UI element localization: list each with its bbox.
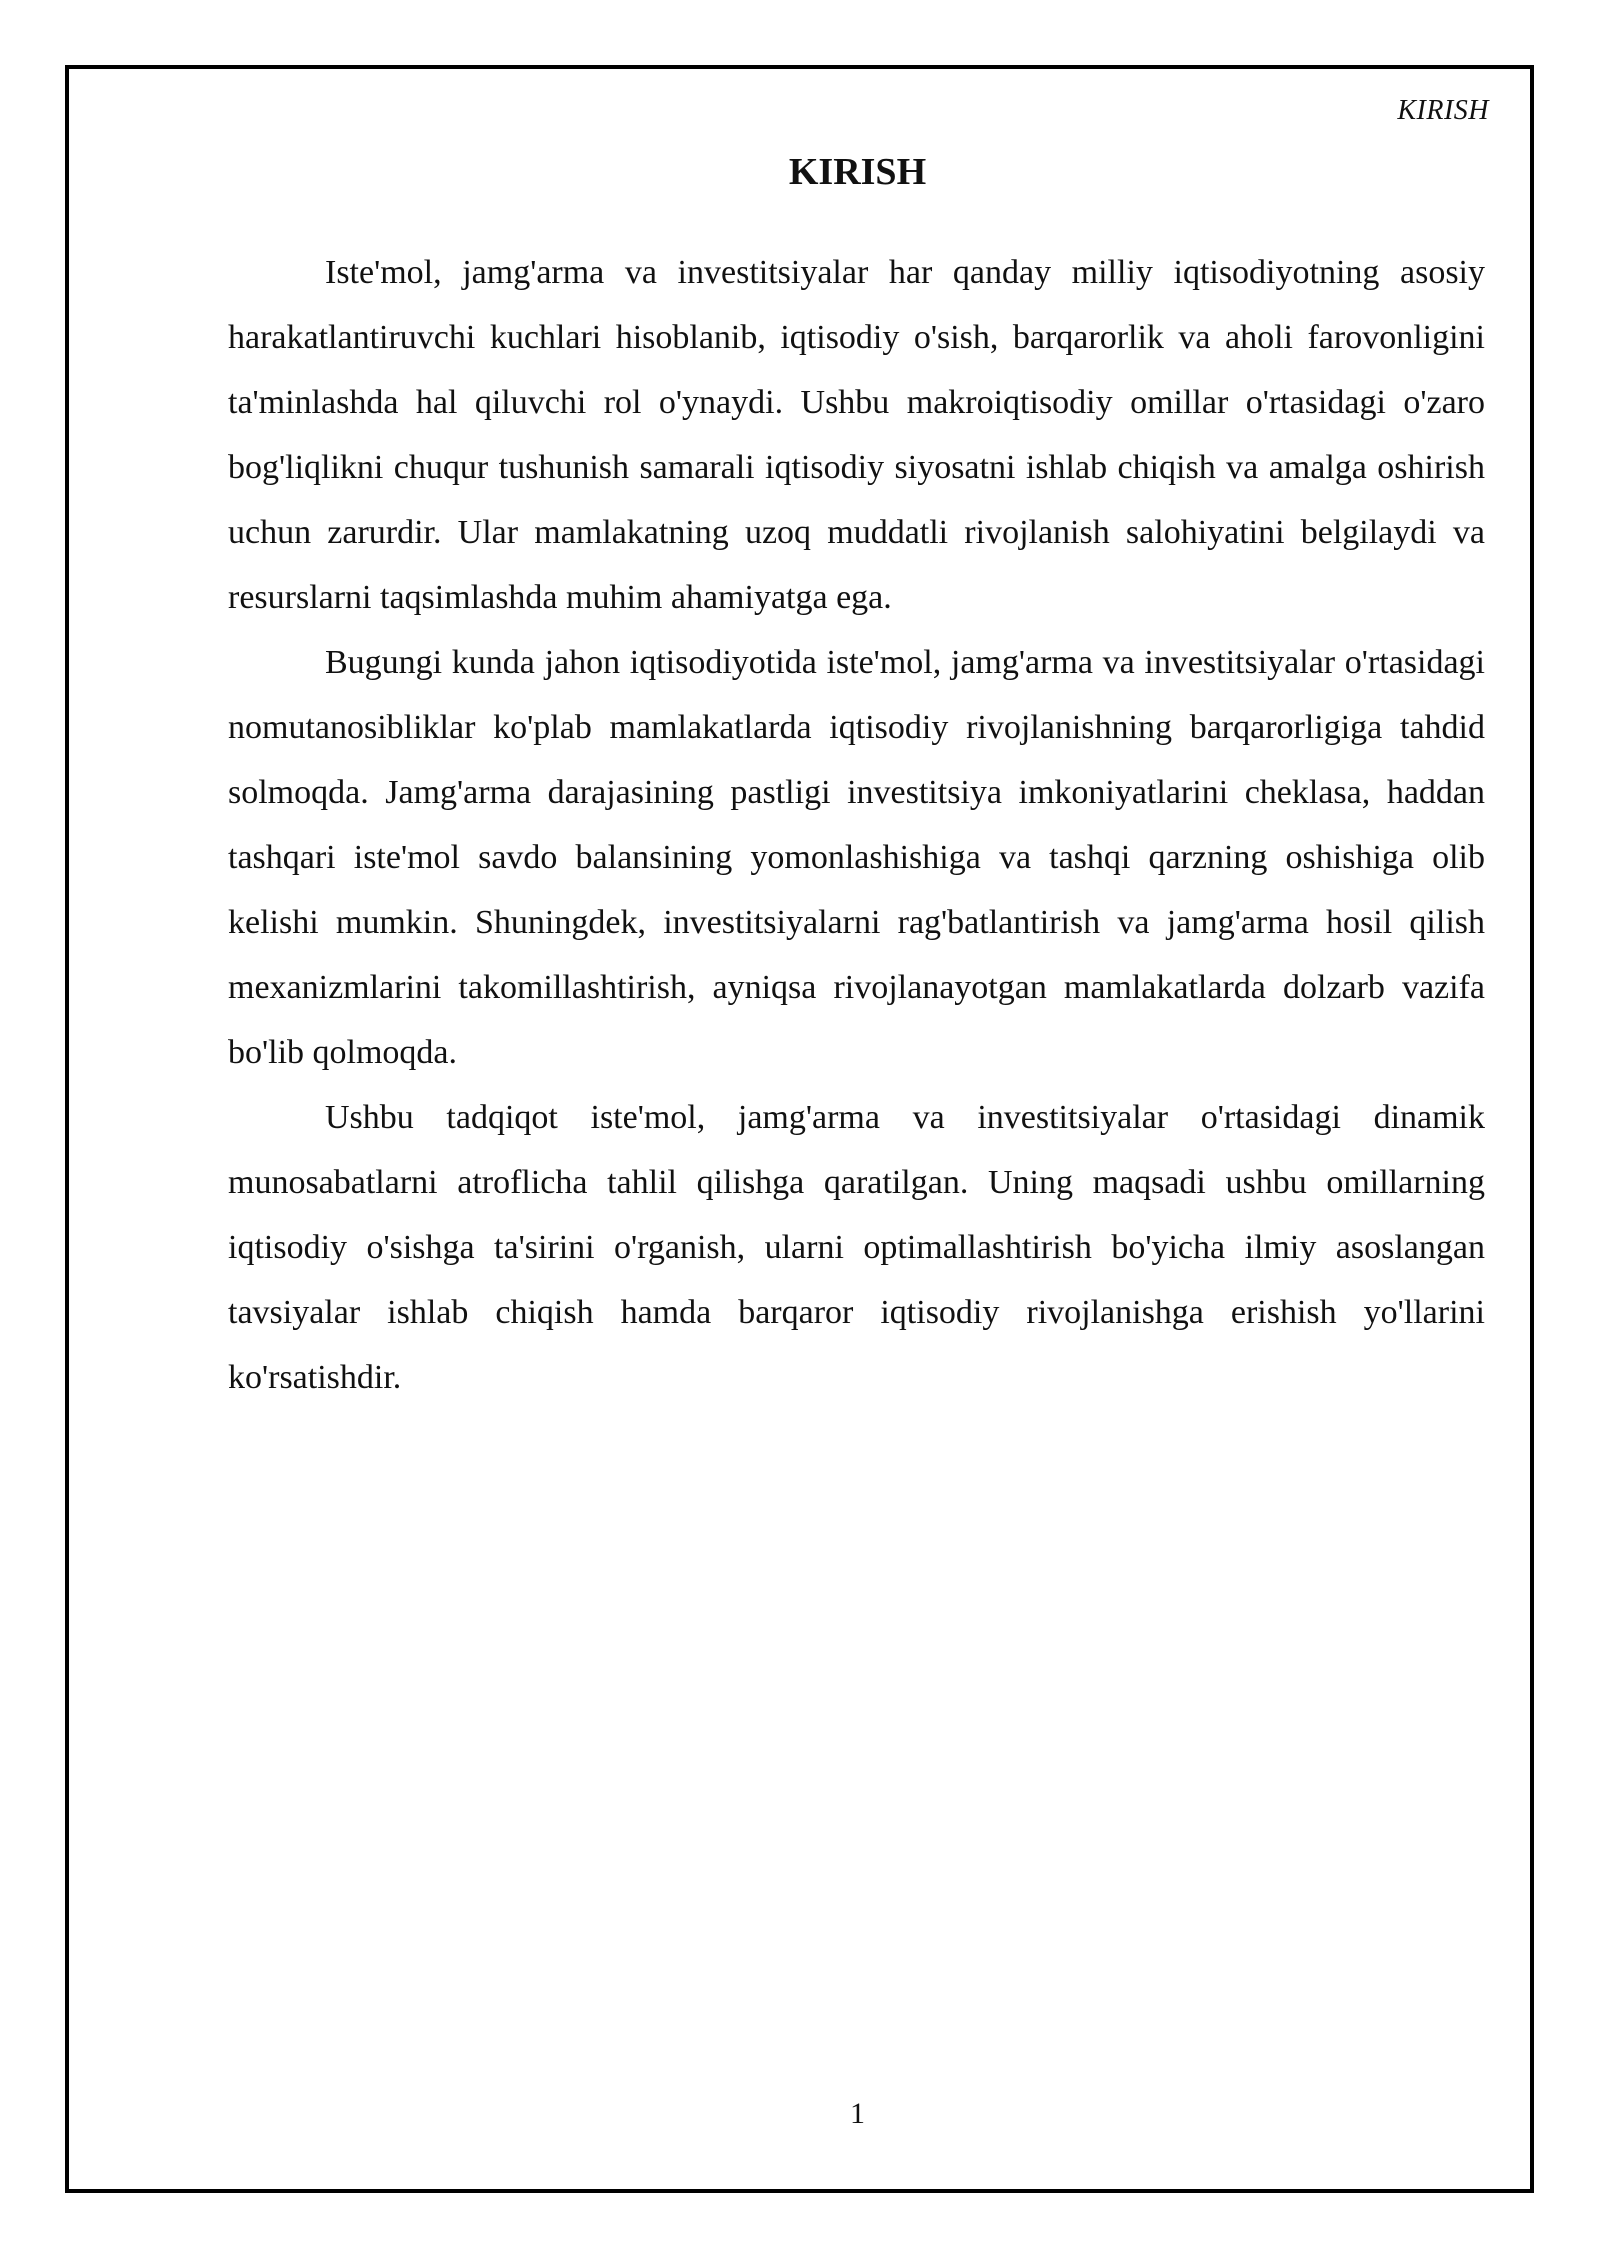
- running-header: KIRISH: [1397, 95, 1489, 126]
- page-title: KIRISH: [788, 151, 927, 193]
- page-number: 1: [850, 2097, 865, 2130]
- paragraph: Ushbu tadqiqot iste'mol, jamg'arma va investitsiyalar o'rtasidagi dinamik munosabatlarni atroflicha tahlil qilishga qaratilgan. Uning maqsadi ushbu omillarning iqtisodiy o'sishga ta'sirini o'rganish, ularni optimallashtirish bo'yicha ilmiy asoslangan tavsiyalar ishlab chiqish hamda barqaror iqtisodiy rivojlanishga erishish yo'llarini ko'rsatishdir.: [228, 1099, 1485, 1396]
- document-body: [228, 240, 1485, 1410]
- paragraph: Iste'mol, jamg'arma va investitsiyalar har qanday milliy iqtisodiyotning asosiy harakatlantiruvchi kuchlari hisoblanib, iqtisodiy o'sish, barqarorlik va aholi farovonligini ta'minlashda hal qiluvchi rol o'ynaydi. Ushbu makroiqtisodiy omillar o'rtasidagi o'zaro bog'liqlikni chuqur tushunish samarali iqtisodiy siyosatni ishlab chiqish va amalga oshirish uchun zarurdir. Ular mamlakatning uzoq muddatli rivojlanish salohiyatini belgilaydi va resurslarni taqsimlashda muhim ahamiyatga ega.: [228, 254, 1485, 616]
- paragraph: Bugungi kunda jahon iqtisodiyotida iste'mol, jamg'arma va investitsiyalar o'rtasidagi nomutanosibliklar ko'plab mamlakatlarda iqtisodiy rivojlanishning barqarorligiga tahdid solmoqda. Jamg'arma darajasining pastligi investitsiya imkoniyatlarini cheklasa, haddan tashqari iste'mol savdo balansining yomonlashishiga va tashqi qarzning oshishiga olib kelishi mumkin. Shuningdek, investitsiyalarni rag'batlantirish va jamg'arma hosil qilish mexanizmlarini takomillashtirish, ayniqsa rivojlanayotgan mamlakatlarda dolzarb vazifa bo'lib qolmoqda.: [228, 644, 1485, 1071]
